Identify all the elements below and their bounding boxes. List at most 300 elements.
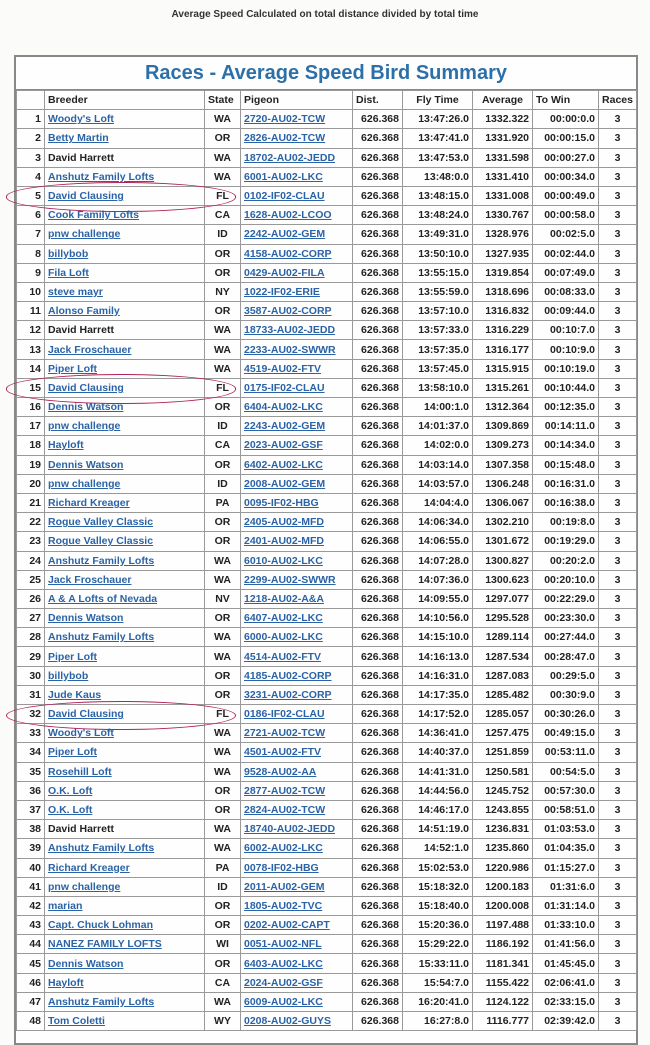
state-cell: WA: [205, 762, 241, 781]
breeder-cell: [45, 820, 205, 839]
state-cell: FL: [205, 705, 241, 724]
races-cell: 3: [599, 225, 637, 244]
rank-cell: 2: [17, 129, 45, 148]
average-cell: 1306.067: [473, 493, 533, 512]
pigeon-cell: [241, 417, 353, 436]
pigeon-link[interactable]: 1805-AU02-TVC: [244, 899, 323, 912]
rank-cell: 19: [17, 455, 45, 474]
breeder-link[interactable]: David Clausing: [48, 190, 124, 203]
pigeon-link[interactable]: 0429-AU02-FILA: [244, 266, 325, 279]
breeder-link[interactable]: Piper Loft: [48, 362, 97, 375]
pigeon-link[interactable]: 6002-AU02-LKC: [244, 842, 323, 855]
average-cell: 1312.364: [473, 398, 533, 417]
average-cell: 1197.488: [473, 916, 533, 935]
table-row: [17, 1012, 637, 1031]
pigeon-link[interactable]: 0102-IF02-CLAU: [244, 190, 325, 203]
dist-cell: 626.368: [353, 225, 403, 244]
pigeon-cell: [241, 896, 353, 915]
breeder-link[interactable]: O.K. Loft: [48, 804, 93, 817]
breeder-link[interactable]: A & A Lofts of Nevada: [48, 592, 158, 605]
breeder-cell: [45, 321, 205, 340]
state-cell: WA: [205, 167, 241, 186]
average-cell: 1331.598: [473, 148, 533, 167]
dist-cell: 626.368: [353, 877, 403, 896]
average-cell: 1316.177: [473, 340, 533, 359]
pigeon-link[interactable]: 2008-AU02-GEM: [244, 477, 326, 490]
pigeon-link[interactable]: 2720-AU02-TCW: [244, 113, 326, 126]
state-cell: OR: [205, 954, 241, 973]
rank-cell: 43: [17, 916, 45, 935]
towin-cell: 00:02:44.0: [533, 244, 599, 263]
breeder-link[interactable]: Anshutz Family Lofts: [48, 631, 155, 644]
towin-cell: 01:15:27.0: [533, 858, 599, 877]
flytime-cell: 14:04:4.0: [403, 493, 473, 512]
flytime-cell: 13:48:0.0: [403, 167, 473, 186]
pigeon-cell: [241, 513, 353, 532]
state-cell: WI: [205, 935, 241, 954]
average-cell: 1297.077: [473, 589, 533, 608]
races-cell: 3: [599, 570, 637, 589]
breeder-link[interactable]: Richard Kreager: [48, 497, 130, 510]
breeder-link[interactable]: Woody's Loft: [48, 727, 114, 740]
towin-cell: 00:22:29.0: [533, 589, 599, 608]
breeder-link[interactable]: Piper Loft: [48, 650, 97, 663]
races-cell: 3: [599, 877, 637, 896]
pigeon-link[interactable]: 2023-AU02-GSF: [244, 439, 323, 452]
breeder-link[interactable]: Hayloft: [48, 439, 84, 452]
pigeon-link[interactable]: 3231-AU02-CORP: [244, 688, 332, 701]
average-cell: 1250.581: [473, 762, 533, 781]
pigeon-link[interactable]: 18702-AU02-JEDD: [244, 151, 336, 164]
rank-cell: 30: [17, 666, 45, 685]
average-cell: 1116.777: [473, 1012, 533, 1031]
pigeon-cell: [241, 839, 353, 858]
breeder-link: David Harrett: [48, 823, 114, 836]
state-cell: PA: [205, 858, 241, 877]
breeder-link[interactable]: pnw challenge: [48, 477, 121, 490]
table-row: [17, 455, 637, 474]
rank-cell: 44: [17, 935, 45, 954]
flytime-cell: 14:03:14.0: [403, 455, 473, 474]
dist-cell: 626.368: [353, 302, 403, 321]
pigeon-link[interactable]: 0175-IF02-CLAU: [244, 381, 325, 394]
table-row: [17, 398, 637, 417]
towin-cell: 01:04:35.0: [533, 839, 599, 858]
breeder-cell: [45, 935, 205, 954]
flytime-cell: 13:58:10.0: [403, 378, 473, 397]
flytime-cell: 14:36:41.0: [403, 724, 473, 743]
breeder-link[interactable]: Piper Loft: [48, 746, 97, 759]
pigeon-link[interactable]: 6010-AU02-LKC: [244, 554, 323, 567]
pigeon-link[interactable]: 0078-IF02-HBG: [244, 861, 319, 874]
races-cell: 3: [599, 973, 637, 992]
flytime-cell: 14:41:31.0: [403, 762, 473, 781]
table-row: [17, 820, 637, 839]
breeder-link[interactable]: David Clausing: [48, 708, 124, 721]
pigeon-link[interactable]: 4514-AU02-FTV: [244, 650, 322, 663]
races-cell: 3: [599, 263, 637, 282]
breeder-link[interactable]: Woody's Loft: [48, 113, 114, 126]
dist-cell: 626.368: [353, 129, 403, 148]
table-row: [17, 570, 637, 589]
breeder-cell: [45, 647, 205, 666]
average-cell: 1243.855: [473, 800, 533, 819]
breeder-link[interactable]: Betty Martin: [48, 132, 109, 145]
pigeon-link[interactable]: 2242-AU02-GEM: [244, 228, 326, 241]
table-row: [17, 800, 637, 819]
col-towin-header: To Win: [533, 91, 599, 110]
breeder-link[interactable]: Rosehill Loft: [48, 765, 112, 778]
towin-cell: 00:09:44.0: [533, 302, 599, 321]
races-cell: 3: [599, 647, 637, 666]
pigeon-cell: [241, 302, 353, 321]
dist-cell: 626.368: [353, 820, 403, 839]
pigeon-link[interactable]: 2299-AU02-SWWR: [244, 573, 336, 586]
pigeon-link[interactable]: 4185-AU02-CORP: [244, 669, 332, 682]
races-cell: 3: [599, 110, 637, 129]
pigeon-cell: [241, 762, 353, 781]
table-row: [17, 167, 637, 186]
towin-cell: 00:53:11.0: [533, 743, 599, 762]
table-row: [17, 628, 637, 647]
dist-cell: 626.368: [353, 743, 403, 762]
towin-cell: 00:00:49.0: [533, 186, 599, 205]
col-flytime-header: Fly Time: [403, 91, 473, 110]
dist-cell: 626.368: [353, 800, 403, 819]
pigeon-link[interactable]: 2824-AU02-TCW: [244, 804, 326, 817]
races-cell: 3: [599, 781, 637, 800]
pigeon-link[interactable]: 1218-AU02-A&A: [244, 592, 324, 605]
towin-cell: 00:00:15.0: [533, 129, 599, 148]
pigeon-link[interactable]: 18740-AU02-JEDD: [244, 823, 336, 836]
breeder-link[interactable]: Dennis Watson: [48, 957, 124, 970]
state-cell: WA: [205, 321, 241, 340]
races-cell: 3: [599, 551, 637, 570]
state-cell: OR: [205, 398, 241, 417]
dist-cell: 626.368: [353, 417, 403, 436]
races-cell: 3: [599, 167, 637, 186]
races-cell: 3: [599, 935, 637, 954]
flytime-cell: 13:55:59.0: [403, 282, 473, 301]
pigeon-link[interactable]: 6404-AU02-LKC: [244, 401, 323, 414]
flytime-cell: 13:57:33.0: [403, 321, 473, 340]
flytime-cell: 14:07:28.0: [403, 551, 473, 570]
pigeon-link[interactable]: 1628-AU02-LCOO: [244, 209, 332, 222]
pigeon-link[interactable]: 6403-AU02-LKC: [244, 957, 323, 970]
breeder-link[interactable]: Anshutz Family Lofts: [48, 995, 155, 1008]
breeder-link[interactable]: Dennis Watson: [48, 458, 124, 471]
pigeon-cell: [241, 647, 353, 666]
breeder-link[interactable]: billybob: [48, 669, 89, 682]
breeder-cell: [45, 551, 205, 570]
average-cell: 1251.859: [473, 743, 533, 762]
dist-cell: 626.368: [353, 244, 403, 263]
pigeon-link[interactable]: 2243-AU02-GEM: [244, 420, 326, 433]
towin-cell: 02:33:15.0: [533, 992, 599, 1011]
towin-cell: 00:00:0.0: [533, 110, 599, 129]
breeder-cell: [45, 705, 205, 724]
races-cell: 3: [599, 1012, 637, 1031]
breeder-cell: [45, 973, 205, 992]
breeder-link[interactable]: Jude Kaus: [48, 688, 102, 701]
table-row: [17, 474, 637, 493]
breeder-link[interactable]: steve mayr: [48, 285, 103, 298]
dist-cell: 626.368: [353, 513, 403, 532]
pigeon-link[interactable]: 3587-AU02-CORP: [244, 305, 332, 318]
towin-cell: 02:06:41.0: [533, 973, 599, 992]
rank-cell: 38: [17, 820, 45, 839]
pigeon-link[interactable]: 0186-IF02-CLAU: [244, 708, 325, 721]
average-cell: 1155.422: [473, 973, 533, 992]
races-cell: 3: [599, 321, 637, 340]
state-cell: WA: [205, 359, 241, 378]
dist-cell: 626.368: [353, 685, 403, 704]
page-caption: Average Speed Calculated on total distance divided by total time: [171, 9, 479, 20]
pigeon-link[interactable]: 9528-AU02-AA: [244, 765, 317, 778]
rank-cell: 11: [17, 302, 45, 321]
table-row: [17, 762, 637, 781]
breeder-cell: [45, 743, 205, 762]
breeder-cell: [45, 436, 205, 455]
breeder-link[interactable]: Dennis Watson: [48, 612, 124, 625]
races-cell: 3: [599, 992, 637, 1011]
rank-cell: 20: [17, 474, 45, 493]
races-cell: 3: [599, 244, 637, 263]
breeder-link[interactable]: pnw challenge: [48, 228, 121, 241]
breeder-link[interactable]: NANEZ FAMILY LOFTS: [48, 938, 162, 951]
races-cell: 3: [599, 474, 637, 493]
state-cell: OR: [205, 302, 241, 321]
flytime-cell: 13:55:15.0: [403, 263, 473, 282]
average-cell: 1181.341: [473, 954, 533, 973]
breeder-link[interactable]: billybob: [48, 247, 89, 260]
table-row: [17, 973, 637, 992]
average-cell: 1220.986: [473, 858, 533, 877]
pigeon-link[interactable]: 0208-AU02-GUYS: [244, 1015, 331, 1028]
dist-cell: 626.368: [353, 992, 403, 1011]
table-row: [17, 781, 637, 800]
flytime-cell: 14:01:37.0: [403, 417, 473, 436]
breeder-link[interactable]: pnw challenge: [48, 420, 121, 433]
breeder-link[interactable]: Jack Froschauer: [48, 343, 132, 356]
state-cell: WA: [205, 628, 241, 647]
pigeon-link[interactable]: 2024-AU02-GSF: [244, 976, 323, 989]
towin-cell: 00:19:8.0: [533, 513, 599, 532]
towin-cell: 00:20:2.0: [533, 551, 599, 570]
dist-cell: 626.368: [353, 532, 403, 551]
breeder-link[interactable]: marian: [48, 899, 83, 912]
breeder-link[interactable]: Anshutz Family Lofts: [48, 554, 155, 567]
towin-cell: 00:20:10.0: [533, 570, 599, 589]
rank-cell: 25: [17, 570, 45, 589]
pigeon-link[interactable]: 2721-AU02-TCW: [244, 727, 326, 740]
rank-cell: 45: [17, 954, 45, 973]
breeder-link[interactable]: Fila Loft: [48, 266, 89, 279]
breeder-link[interactable]: Jack Froschauer: [48, 573, 132, 586]
pigeon-cell: [241, 474, 353, 493]
dist-cell: 626.368: [353, 206, 403, 225]
pigeon-link[interactable]: 6407-AU02-LKC: [244, 612, 323, 625]
breeder-cell: [45, 1012, 205, 1031]
pigeon-link[interactable]: 4158-AU02-CORP: [244, 247, 332, 260]
rank-cell: 5: [17, 186, 45, 205]
races-cell: 3: [599, 186, 637, 205]
flytime-cell: 13:50:10.0: [403, 244, 473, 263]
breeder-cell: [45, 858, 205, 877]
breeder-cell: [45, 225, 205, 244]
rank-cell: 31: [17, 685, 45, 704]
breeder-link[interactable]: Cook Family Lofts: [48, 209, 140, 222]
breeder-cell: [45, 302, 205, 321]
towin-cell: 00:16:31.0: [533, 474, 599, 493]
pigeon-link[interactable]: 4501-AU02-FTV: [244, 746, 322, 759]
table-row: [17, 378, 637, 397]
state-cell: CA: [205, 436, 241, 455]
table-row: [17, 244, 637, 263]
breeder-cell: [45, 724, 205, 743]
pigeon-cell: [241, 129, 353, 148]
average-cell: 1200.183: [473, 877, 533, 896]
dist-cell: 626.368: [353, 973, 403, 992]
breeder-link[interactable]: Dennis Watson: [48, 401, 124, 414]
flytime-cell: 13:49:31.0: [403, 225, 473, 244]
breeder-cell: [45, 340, 205, 359]
rank-cell: 12: [17, 321, 45, 340]
flytime-cell: 15:54:7.0: [403, 973, 473, 992]
pigeon-link[interactable]: 4519-AU02-FTV: [244, 362, 322, 375]
breeder-link: David Harrett: [48, 151, 114, 164]
pigeon-cell: [241, 359, 353, 378]
towin-cell: 00:23:30.0: [533, 609, 599, 628]
average-cell: 1316.832: [473, 302, 533, 321]
average-cell: 1331.008: [473, 186, 533, 205]
rank-cell: 37: [17, 800, 45, 819]
table-row: [17, 551, 637, 570]
pigeon-link[interactable]: 1022-IF02-ERIE: [244, 285, 320, 298]
races-cell: 3: [599, 417, 637, 436]
towin-cell: 00:30:9.0: [533, 685, 599, 704]
pigeon-link[interactable]: 0051-AU02-NFL: [244, 938, 322, 951]
breeder-cell: [45, 186, 205, 205]
rank-cell: 7: [17, 225, 45, 244]
towin-cell: 00:29:5.0: [533, 666, 599, 685]
state-cell: ID: [205, 474, 241, 493]
breeder-link[interactable]: O.K. Loft: [48, 784, 93, 797]
dist-cell: 626.368: [353, 493, 403, 512]
pigeon-link[interactable]: 2405-AU02-MFD: [244, 516, 324, 529]
breeder-cell: [45, 877, 205, 896]
races-cell: 3: [599, 436, 637, 455]
pigeon-link[interactable]: 6000-AU02-LKC: [244, 631, 323, 644]
pigeon-link[interactable]: 6402-AU02-LKC: [244, 458, 323, 471]
breeder-cell: [45, 378, 205, 397]
breeder-link[interactable]: Rogue Valley Classic: [48, 516, 154, 529]
towin-cell: 01:45:45.0: [533, 954, 599, 973]
state-cell: CA: [205, 206, 241, 225]
col-breeder-header: Breeder: [45, 91, 205, 110]
dist-cell: 626.368: [353, 474, 403, 493]
table-row: [17, 685, 637, 704]
races-cell: 3: [599, 666, 637, 685]
table-row: [17, 359, 637, 378]
table-row: [17, 206, 637, 225]
breeder-link[interactable]: pnw challenge: [48, 880, 121, 893]
towin-cell: 01:33:10.0: [533, 916, 599, 935]
breeder-cell: [45, 896, 205, 915]
breeder-link[interactable]: Hayloft: [48, 976, 84, 989]
breeder-link[interactable]: David Clausing: [48, 381, 124, 394]
breeder-link[interactable]: Richard Kreager: [48, 861, 130, 874]
state-cell: OR: [205, 129, 241, 148]
pigeon-link[interactable]: 6001-AU02-LKC: [244, 170, 323, 183]
table-row: [17, 282, 637, 301]
average-cell: 1300.827: [473, 551, 533, 570]
table-header-row: [17, 91, 637, 110]
breeder-link[interactable]: Anshutz Family Lofts: [48, 170, 155, 183]
pigeon-link[interactable]: 6009-AU02-LKC: [244, 995, 323, 1008]
breeder-link[interactable]: Capt. Chuck Lohman: [48, 919, 154, 932]
dist-cell: 626.368: [353, 839, 403, 858]
dist-cell: 626.368: [353, 705, 403, 724]
state-cell: WA: [205, 743, 241, 762]
races-cell: 3: [599, 282, 637, 301]
dist-cell: 626.368: [353, 628, 403, 647]
breeder-link[interactable]: Alonso Family: [48, 305, 120, 318]
state-cell: OR: [205, 513, 241, 532]
table-row: [17, 839, 637, 858]
races-cell: 3: [599, 129, 637, 148]
pigeon-cell: [241, 186, 353, 205]
breeder-link[interactable]: Anshutz Family Lofts: [48, 842, 155, 855]
pigeon-cell: [241, 1012, 353, 1031]
dist-cell: 626.368: [353, 378, 403, 397]
pigeon-link[interactable]: 2401-AU02-MFD: [244, 535, 324, 548]
flytime-cell: 14:40:37.0: [403, 743, 473, 762]
pigeon-link[interactable]: 2011-AU02-GEM: [244, 880, 325, 893]
pigeon-link[interactable]: 0202-AU02-CAPT: [244, 919, 330, 932]
breeder-link[interactable]: Tom Coletti: [48, 1015, 105, 1028]
pigeon-link[interactable]: 2233-AU02-SWWR: [244, 343, 336, 356]
flytime-cell: 15:29:22.0: [403, 935, 473, 954]
flytime-cell: 14:03:57.0: [403, 474, 473, 493]
page-title: Races - Average Speed Bird Summary: [16, 57, 636, 90]
rank-cell: 36: [17, 781, 45, 800]
rank-cell: 14: [17, 359, 45, 378]
average-cell: 1289.114: [473, 628, 533, 647]
dist-cell: 626.368: [353, 398, 403, 417]
flytime-cell: 15:18:40.0: [403, 896, 473, 915]
breeder-link[interactable]: Rogue Valley Classic: [48, 535, 154, 548]
state-cell: NY: [205, 282, 241, 301]
flytime-cell: 15:20:36.0: [403, 916, 473, 935]
rank-cell: 24: [17, 551, 45, 570]
pigeon-cell: [241, 206, 353, 225]
races-cell: 3: [599, 724, 637, 743]
dist-cell: 626.368: [353, 263, 403, 282]
pigeon-link[interactable]: 2877-AU02-TCW: [244, 784, 326, 797]
state-cell: FL: [205, 186, 241, 205]
results-table: [16, 90, 637, 1031]
pigeon-link[interactable]: 18733-AU02-JEDD: [244, 324, 336, 337]
rank-cell: 41: [17, 877, 45, 896]
flytime-cell: 13:47:41.0: [403, 129, 473, 148]
pigeon-link[interactable]: 0095-IF02-HBG: [244, 497, 319, 510]
rank-cell: 13: [17, 340, 45, 359]
table-row: [17, 436, 637, 455]
dist-cell: 626.368: [353, 724, 403, 743]
pigeon-cell: [241, 110, 353, 129]
pigeon-link[interactable]: 2826-AU02-TCW: [244, 132, 326, 145]
